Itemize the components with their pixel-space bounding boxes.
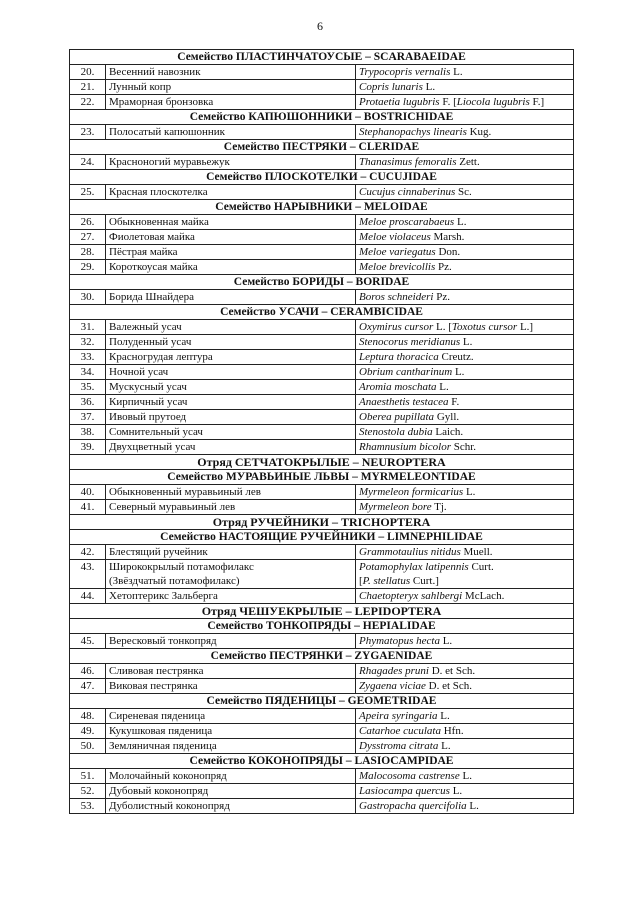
species-number: 30.: [70, 290, 106, 305]
species-number: 42.: [70, 545, 106, 560]
latin-name-line: [359, 366, 464, 378]
species-number: 41.: [70, 500, 106, 515]
species-number: 52.: [70, 784, 106, 799]
species-number: 28.: [70, 245, 106, 260]
species-row: [70, 125, 574, 140]
russian-name: Хетоптерикс Зальберга: [106, 589, 356, 604]
latin-author: L.: [466, 800, 479, 812]
family-heading: Семейство ПЛОСКОТЕЛКИ – CUCUJIDAE: [70, 170, 574, 185]
russian-name: Пёстрая майка: [106, 245, 356, 260]
species-number: 51.: [70, 769, 106, 784]
species-row: [70, 215, 574, 230]
species-number: 44.: [70, 589, 106, 604]
latin-name-line: [359, 321, 533, 333]
species-number: 34.: [70, 365, 106, 380]
latin-name: [356, 215, 574, 230]
family-header-row: [70, 170, 574, 185]
species-row: [70, 500, 574, 515]
russian-name: Ивовый прутоед: [106, 410, 356, 425]
latin-synonym: P. stellatus: [362, 575, 411, 587]
russian-name: Дуболистный коконопряд: [106, 799, 356, 814]
russian-name: Вересковый тонкопряд: [106, 634, 356, 649]
latin-binomial: Zygaena viciae: [359, 680, 426, 692]
order-header-row: [70, 515, 574, 530]
latin-author: Sc.: [455, 186, 472, 198]
russian-name: Обыкновенный муравьиный лев: [106, 485, 356, 500]
latin-name: [356, 290, 574, 305]
species-row: [70, 560, 574, 589]
latin-binomial: Meloe brevicollis: [359, 261, 436, 273]
table-body: [70, 50, 574, 814]
russian-name: Лунный копр: [106, 80, 356, 95]
latin-name-line: [359, 96, 544, 108]
latin-binomial: Boros schneideri: [359, 291, 434, 303]
latin-synonym: Toxotus cursor: [451, 321, 518, 333]
russian-name: Полосатый капюшонник: [106, 125, 356, 140]
species-number: 49.: [70, 724, 106, 739]
family-heading: Семейство ПЕСТРЯНКИ – ZYGAENIDAE: [70, 649, 574, 664]
family-header-row: [70, 470, 574, 485]
latin-binomial: Lasiocampa quercus: [359, 785, 450, 797]
latin-name: [356, 799, 574, 814]
latin-name: [356, 365, 574, 380]
latin-name-line: [359, 291, 450, 303]
latin-name-line: [359, 486, 475, 498]
species-number: 20.: [70, 65, 106, 80]
latin-name-line: [359, 66, 463, 78]
latin-name: [356, 395, 574, 410]
latin-name-line: [359, 351, 474, 363]
latin-author: L.: [449, 785, 463, 797]
latin-author: Schr.: [450, 441, 477, 453]
russian-name: [106, 560, 356, 589]
family-heading: Семейство ТОНКОПРЯДЫ – HEPIALIDAE: [70, 619, 574, 634]
latin-name-line: [359, 396, 459, 408]
latin-author: L.: [463, 486, 476, 498]
family-header-row: [70, 140, 574, 155]
latin-binomial: Rhamnusium bicolor: [359, 441, 451, 453]
family-header-row: [70, 275, 574, 290]
order-heading: Отряд СЕТЧАТОКРЫЛЫЕ – NEUROPTERA: [70, 455, 574, 470]
species-row: [70, 185, 574, 200]
latin-synonym-author: Curt.]: [410, 575, 439, 587]
russian-name: Полуденный усач: [106, 335, 356, 350]
species-row: [70, 485, 574, 500]
latin-binomial: Catarhoe cuculata: [359, 725, 441, 737]
species-row: [70, 440, 574, 455]
latin-name: [356, 440, 574, 455]
family-heading: Семейство МУРАВЬИНЫЕ ЛЬВЫ – MYRMELEONTIDAE: [70, 470, 574, 485]
family-header-row: [70, 649, 574, 664]
family-heading: Семейство ПЛАСТИНЧАТОУСЫЕ – SCARABAEIDAE: [70, 50, 574, 65]
species-row: [70, 380, 574, 395]
family-header-row: [70, 305, 574, 320]
species-row: [70, 290, 574, 305]
species-row: [70, 425, 574, 440]
species-number: 29.: [70, 260, 106, 275]
latin-name-line: [359, 635, 452, 647]
species-number: 38.: [70, 425, 106, 440]
species-row: [70, 155, 574, 170]
latin-name: [356, 739, 574, 754]
latin-binomial: Myrmeleon formicarius: [359, 486, 464, 498]
family-heading: Семейство НАРЫВНИКИ – MELOIDAE: [70, 200, 574, 215]
family-header-row: [70, 50, 574, 65]
latin-binomial: Apeira syringaria: [359, 710, 438, 722]
latin-binomial: Stenostola dubia: [359, 426, 433, 438]
species-number: 43.: [70, 560, 106, 589]
species-number: 39.: [70, 440, 106, 455]
species-number: 46.: [70, 664, 106, 679]
species-number: 22.: [70, 95, 106, 110]
latin-author: Tj.: [431, 501, 447, 513]
species-row: [70, 65, 574, 80]
russian-name: Фиолетовая майка: [106, 230, 356, 245]
species-row: [70, 664, 574, 679]
latin-binomial: Cucujus cinnaberinus: [359, 186, 456, 198]
latin-author: L.: [454, 216, 467, 228]
latin-author: L.: [452, 366, 465, 378]
latin-name-line: [359, 336, 472, 348]
russian-name: Молочайный коконопряд: [106, 769, 356, 784]
latin-name-line: [359, 216, 466, 228]
latin-binomial: Chaetopteryx sahlbergi: [359, 590, 463, 602]
latin-binomial: Potamophylax latipennis: [359, 561, 469, 573]
family-heading: Семейство УСАЧИ – CERAMBICIDAE: [70, 305, 574, 320]
latin-name-line: [359, 800, 479, 812]
russian-name: Валежный усач: [106, 320, 356, 335]
species-row: [70, 245, 574, 260]
species-number: 35.: [70, 380, 106, 395]
latin-name: [356, 260, 574, 275]
family-heading: Семейство ПЕСТРЯКИ – CLERIDAE: [70, 140, 574, 155]
latin-binomial: Meloe variegatus: [359, 246, 436, 258]
species-row: [70, 724, 574, 739]
latin-binomial: Trypocopris vernalis: [359, 66, 451, 78]
russian-name: Красная плоскотелка: [106, 185, 356, 200]
latin-binomial: Meloe proscarabaeus: [359, 216, 455, 228]
latin-author: Marsh.: [430, 231, 465, 243]
species-row: [70, 739, 574, 754]
species-row: [70, 320, 574, 335]
russian-name: Двухцветный усач: [106, 440, 356, 455]
latin-author: D. et Sch.: [428, 665, 476, 677]
latin-author: Pz.: [435, 261, 452, 273]
russian-name: Красногрудая лептура: [106, 350, 356, 365]
species-row: [70, 350, 574, 365]
latin-author: L.: [437, 710, 450, 722]
family-heading: Семейство НАСТОЯЩИЕ РУЧЕЙНИКИ – LIMNEPHILIDAE: [70, 530, 574, 545]
latin-binomial: Malocosoma castrense: [359, 770, 460, 782]
family-header-row: [70, 530, 574, 545]
latin-synonym-author: L.]: [517, 321, 534, 333]
latin-name-line: [359, 560, 570, 574]
species-row: [70, 589, 574, 604]
latin-name-line: [359, 261, 452, 273]
species-row: [70, 799, 574, 814]
latin-binomial: Stephanopachys linearis: [359, 126, 467, 138]
latin-binomial: Obrium cantharinum: [359, 366, 453, 378]
latin-name: [356, 485, 574, 500]
latin-name: [356, 80, 574, 95]
latin-name-line: [359, 590, 504, 602]
russian-name: Мраморная бронзовка: [106, 95, 356, 110]
latin-binomial: Oberea pupillata: [359, 411, 435, 423]
species-row: [70, 365, 574, 380]
family-heading: Семейство КАПЮШОННИКИ – BOSTRICHIDAE: [70, 110, 574, 125]
species-number: 33.: [70, 350, 106, 365]
latin-name: [356, 425, 574, 440]
latin-name-line: [359, 81, 435, 93]
latin-name: [356, 230, 574, 245]
species-row: [70, 260, 574, 275]
latin-author: L.: [436, 381, 449, 393]
species-row: [70, 634, 574, 649]
latin-name: [356, 679, 574, 694]
species-row: [70, 709, 574, 724]
latin-name-line: [359, 680, 472, 692]
latin-binomial: Protaetia lugubris: [359, 96, 440, 108]
russian-name: Весенний навозник: [106, 65, 356, 80]
russian-name: Ночной усач: [106, 365, 356, 380]
page-number: 6: [317, 19, 323, 33]
species-number: 37.: [70, 410, 106, 425]
latin-name: [356, 784, 574, 799]
latin-name: [356, 95, 574, 110]
latin-name-line: [359, 785, 462, 797]
latin-synonym-author: F.]: [529, 96, 545, 108]
latin-author: F. [: [439, 96, 457, 108]
latin-name: [356, 320, 574, 335]
species-number: 26.: [70, 215, 106, 230]
russian-name: Короткоусая майка: [106, 260, 356, 275]
species-row: [70, 335, 574, 350]
latin-name-line: [359, 156, 480, 168]
latin-synonym: Liocola lugubris: [456, 96, 530, 108]
latin-name: [356, 545, 574, 560]
russian-name: Сливовая пестрянка: [106, 664, 356, 679]
latin-name-line: [359, 411, 459, 423]
latin-name-line: [359, 381, 449, 393]
russian-name: Блестящий ручейник: [106, 545, 356, 560]
latin-binomial: Stenocorus meridianus: [359, 336, 461, 348]
species-row: [70, 545, 574, 560]
latin-author: Curt.: [468, 561, 494, 573]
latin-author: L.: [438, 740, 451, 752]
order-heading: Отряд РУЧЕЙНИКИ – TRICHOPTERA: [70, 515, 574, 530]
species-number: 50.: [70, 739, 106, 754]
species-number: 45.: [70, 634, 106, 649]
family-heading: Семейство КОКОНОПРЯДЫ – LASIOCAMPIDAE: [70, 754, 574, 769]
latin-name-line: [359, 770, 472, 782]
family-header-row: [70, 110, 574, 125]
latin-name-line: [359, 725, 464, 737]
russian-name-line: Ширококрылый потамофилакс: [109, 561, 254, 573]
russian-name: Земляничная пяденица: [106, 739, 356, 754]
latin-binomial: Meloe violaceus: [359, 231, 431, 243]
latin-binomial: Anaesthetis testacea: [359, 396, 449, 408]
russian-name: Кукушковая пяденица: [106, 724, 356, 739]
latin-name: [356, 769, 574, 784]
species-number: 40.: [70, 485, 106, 500]
latin-name-line: [359, 546, 493, 558]
species-row: [70, 230, 574, 245]
species-number: 25.: [70, 185, 106, 200]
latin-author: L.: [439, 635, 453, 647]
family-header-row: [70, 200, 574, 215]
latin-name: [356, 155, 574, 170]
latin-binomial: Gastropacha quercifolia: [359, 800, 467, 812]
species-row: [70, 410, 574, 425]
latin-author: Zett.: [456, 156, 480, 168]
russian-name: Красноногий муравьежук: [106, 155, 356, 170]
latin-author: Hfn.: [440, 725, 464, 737]
latin-name-line: [359, 186, 472, 198]
species-table: [69, 49, 574, 814]
latin-name: [356, 335, 574, 350]
latin-author: F.: [448, 396, 460, 408]
latin-binomial: Copris lunaris: [359, 81, 423, 93]
latin-binomial: Grammotaulius nitidus: [359, 546, 461, 558]
latin-name: [356, 410, 574, 425]
latin-bracket: [: [359, 575, 363, 587]
latin-name-line: [359, 231, 464, 243]
latin-name: [356, 245, 574, 260]
species-row: [70, 395, 574, 410]
species-number: 47.: [70, 679, 106, 694]
family-header-row: [70, 754, 574, 769]
latin-binomial: Thanasimus femoralis: [359, 156, 457, 168]
latin-author: Creutz.: [438, 351, 474, 363]
family-heading: Семейство ПЯДЕНИЦЫ – GEOMETRIDAE: [70, 694, 574, 709]
russian-name: Северный муравьиный лев: [106, 500, 356, 515]
latin-name: [356, 350, 574, 365]
russian-name: Сомнительный усач: [106, 425, 356, 440]
latin-name: [356, 589, 574, 604]
latin-author: Laich.: [432, 426, 464, 438]
latin-binomial: Phymatopus hecta: [359, 635, 440, 647]
latin-binomial: Oxymirus cursor: [359, 321, 434, 333]
latin-author: Don.: [435, 246, 461, 258]
latin-name-line: [359, 665, 475, 677]
latin-name-line: [359, 501, 447, 513]
russian-name: Борида Шнайдера: [106, 290, 356, 305]
species-number: 53.: [70, 799, 106, 814]
latin-author: Muell.: [460, 546, 493, 558]
latin-name: [356, 185, 574, 200]
species-number: 31.: [70, 320, 106, 335]
latin-name: [356, 634, 574, 649]
latin-name-line: [359, 246, 460, 258]
latin-binomial: Myrmeleon bore: [359, 501, 432, 513]
russian-name: Обыкновенная майка: [106, 215, 356, 230]
latin-author: L. [: [433, 321, 452, 333]
species-row: [70, 679, 574, 694]
species-row: [70, 95, 574, 110]
russian-name: Дубовый коконопряд: [106, 784, 356, 799]
latin-name-line: [359, 441, 476, 453]
latin-author: L.: [459, 770, 472, 782]
order-heading: Отряд ЧЕШУЕКРЫЛЫЕ – LEPIDOPTERA: [70, 604, 574, 619]
latin-name: [356, 724, 574, 739]
latin-binomial: Dysstroma citrata: [359, 740, 439, 752]
latin-name: [356, 560, 574, 589]
family-header-row: [70, 694, 574, 709]
russian-name: Сиреневая пяденица: [106, 709, 356, 724]
order-header-row: [70, 604, 574, 619]
latin-name-line: [359, 126, 491, 138]
latin-author: Kug.: [466, 126, 492, 138]
latin-author: L.: [460, 336, 473, 348]
latin-name-line: [359, 740, 451, 752]
latin-name: [356, 125, 574, 140]
latin-binomial: Rhagades pruni: [359, 665, 429, 677]
latin-name: [356, 709, 574, 724]
species-row: [70, 769, 574, 784]
species-number: 27.: [70, 230, 106, 245]
latin-name: [356, 500, 574, 515]
family-header-row: [70, 619, 574, 634]
latin-name: [356, 65, 574, 80]
species-number: 21.: [70, 80, 106, 95]
latin-author: Pz.: [433, 291, 450, 303]
russian-name: Виковая пестрянка: [106, 679, 356, 694]
russian-name: Кирпичный усач: [106, 395, 356, 410]
latin-name: [356, 664, 574, 679]
species-number: 32.: [70, 335, 106, 350]
species-number: 23.: [70, 125, 106, 140]
latin-author: D. et Sch.: [425, 680, 473, 692]
species-number: 24.: [70, 155, 106, 170]
latin-synonym-line: [359, 574, 570, 588]
latin-author: Gyll.: [434, 411, 460, 423]
species-number: 48.: [70, 709, 106, 724]
latin-binomial: Aromia moschata: [359, 381, 437, 393]
latin-author: L.: [422, 81, 436, 93]
species-row: [70, 784, 574, 799]
latin-binomial: Leptura thoracica: [359, 351, 439, 363]
latin-name-line: [359, 710, 450, 722]
order-header-row: [70, 455, 574, 470]
family-heading: Семейство БОРИДЫ – BORIDAE: [70, 275, 574, 290]
latin-name-line: [359, 426, 463, 438]
latin-name: [356, 380, 574, 395]
latin-author: McLach.: [462, 590, 505, 602]
russian-name: Мускусный усач: [106, 380, 356, 395]
russian-name-alt: (Звёздчатый потамофилакс): [109, 575, 240, 587]
species-number: 36.: [70, 395, 106, 410]
species-row: [70, 80, 574, 95]
latin-author: L.: [450, 66, 463, 78]
